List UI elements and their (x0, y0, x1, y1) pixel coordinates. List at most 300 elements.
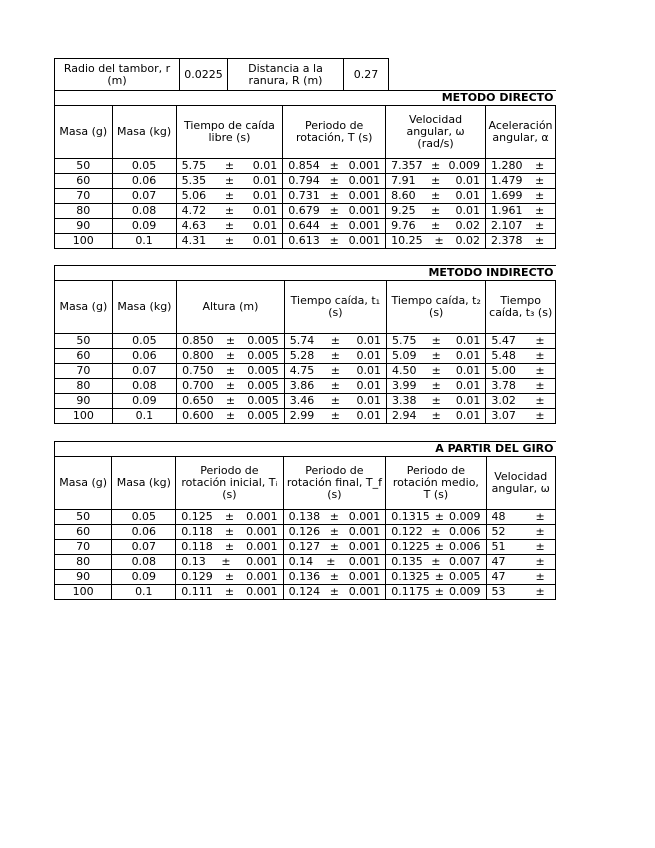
uncertainty: 0.001 (246, 540, 278, 553)
value: 4.31 (181, 234, 207, 247)
value-with-uncertainty-clipped (486, 379, 556, 394)
value: 0.850 (182, 334, 214, 347)
cell: 0.08 (112, 204, 176, 219)
value-with-uncertainty (284, 379, 386, 394)
uncertainty: 0.005 (247, 394, 279, 407)
table-row (55, 334, 556, 349)
plus-minus-symbol: ± (430, 219, 441, 232)
value-with-uncertainty (176, 159, 283, 174)
plus-minus-symbol: ± (326, 555, 336, 568)
plus-minus-symbol: ± (430, 189, 441, 202)
plus-minus-symbol: ± (535, 234, 545, 247)
value: 0.124 (288, 585, 321, 598)
cell: 80 (55, 379, 113, 394)
value: 5.48 (491, 349, 516, 362)
uncertainty: 0.01 (455, 409, 481, 422)
value: 0.644 (288, 219, 320, 232)
value-with-uncertainty (284, 334, 386, 349)
value: 0.122 (391, 525, 423, 538)
table-row (55, 174, 556, 189)
value-with-uncertainty (283, 585, 386, 600)
uncertainty: 0.006 (449, 540, 481, 553)
value-with-uncertainty (387, 394, 486, 409)
uncertainty: 0.01 (252, 189, 278, 202)
value-with-uncertainty (177, 379, 285, 394)
value-with-uncertainty (283, 204, 386, 219)
plus-minus-symbol: ± (535, 174, 545, 187)
value: 0.135 (391, 555, 423, 568)
value-with-uncertainty (386, 510, 486, 525)
value: 0.13 (181, 555, 206, 568)
plus-minus-symbol: ± (430, 174, 441, 187)
cell: 0.06 (112, 174, 176, 189)
plus-minus-symbol: ± (535, 394, 545, 407)
cell: 100 (55, 585, 112, 600)
value: 0.800 (182, 349, 214, 362)
value-with-uncertainty (177, 409, 285, 424)
value-with-uncertainty-clipped (486, 204, 556, 219)
plus-minus-symbol: ± (224, 219, 235, 232)
value-with-uncertainty (176, 234, 283, 249)
uncertainty: 0.01 (455, 334, 481, 347)
plus-minus-symbol: ± (225, 349, 236, 362)
value-with-uncertainty (283, 555, 386, 570)
value: 0.650 (182, 394, 214, 407)
value-with-uncertainty (387, 349, 486, 364)
plus-minus-symbol: ± (431, 555, 441, 568)
uncertainty: 0.005 (247, 379, 279, 392)
value: 0.854 (288, 159, 320, 172)
value-with-uncertainty (176, 189, 283, 204)
value: 0.129 (181, 570, 213, 583)
value: 3.86 (289, 379, 315, 392)
value-with-uncertainty (386, 570, 486, 585)
col-header: Masa (g) (55, 106, 113, 159)
plus-minus-symbol: ± (224, 525, 235, 538)
parameters-table (54, 58, 389, 91)
value-with-uncertainty (177, 394, 285, 409)
value: 5.28 (289, 349, 315, 362)
value: 0.127 (288, 540, 321, 553)
cell: 0.05 (112, 510, 176, 525)
col-header: Masa (kg) (112, 281, 176, 334)
plus-minus-symbol: ± (535, 189, 545, 202)
col-header: Tiempo caída, t₁ (s) (284, 281, 386, 334)
table-row (55, 510, 556, 525)
uncertainty: 0.009 (448, 159, 481, 172)
plus-minus-symbol: ± (535, 349, 545, 362)
uncertainty: 0.005 (247, 334, 279, 347)
cell: 0.07 (112, 364, 176, 379)
uncertainty: 0.01 (356, 334, 381, 347)
value: 47 (491, 570, 506, 583)
uncertainty: 0.001 (246, 555, 278, 568)
table-row (55, 394, 556, 409)
value-with-uncertainty-clipped (486, 349, 556, 364)
plus-minus-symbol: ± (431, 379, 441, 392)
table-row (55, 364, 556, 379)
cell: 0.07 (112, 189, 176, 204)
value: 5.75 (392, 334, 417, 347)
plus-minus-symbol: ± (535, 555, 545, 568)
value-with-uncertainty (386, 540, 486, 555)
plus-minus-symbol: ± (329, 189, 339, 202)
value: 2.107 (491, 219, 523, 232)
value-with-uncertainty (386, 585, 486, 600)
plus-minus-symbol: ± (329, 510, 340, 523)
table-row (55, 409, 556, 424)
value-with-uncertainty-clipped (486, 570, 555, 585)
cell: 100 (55, 234, 113, 249)
plus-minus-symbol: ± (329, 540, 340, 553)
value-with-uncertainty-clipped (486, 585, 555, 600)
cell: 70 (55, 540, 112, 555)
value-with-uncertainty (283, 510, 386, 525)
uncertainty: 0.01 (356, 364, 381, 377)
value: 3.78 (491, 379, 516, 392)
plus-minus-symbol: ± (430, 159, 441, 172)
value: 0.1315 (391, 510, 430, 523)
plus-minus-symbol: ± (434, 585, 444, 598)
table-row (55, 349, 556, 364)
cell: 50 (55, 159, 113, 174)
plus-minus-symbol: ± (329, 159, 339, 172)
value-with-uncertainty-clipped (486, 219, 556, 234)
value-with-uncertainty (283, 570, 386, 585)
value: 5.09 (392, 349, 417, 362)
value: 10.25 (391, 234, 423, 247)
value: 1.699 (491, 189, 523, 202)
plus-minus-symbol: ± (225, 394, 236, 407)
value: 0.700 (182, 379, 214, 392)
table-row (55, 189, 556, 204)
radio-value: 0.0225 (180, 59, 228, 91)
plus-minus-symbol: ± (535, 219, 545, 232)
plus-minus-symbol: ± (330, 394, 340, 407)
cell: 0.09 (112, 570, 176, 585)
plus-minus-symbol: ± (431, 349, 441, 362)
uncertainty: 0.001 (348, 204, 381, 217)
cell: 0.06 (112, 349, 176, 364)
value: 5.74 (289, 334, 315, 347)
plus-minus-symbol: ± (535, 540, 545, 553)
distance-label: Distancia a la ranura, R (m) (228, 59, 344, 91)
value: 1.479 (491, 174, 523, 187)
plus-minus-symbol: ± (224, 159, 235, 172)
plus-minus-symbol: ± (330, 379, 340, 392)
uncertainty: 0.02 (455, 234, 481, 247)
value: 0.111 (181, 585, 213, 598)
value-with-uncertainty (284, 409, 386, 424)
uncertainty: 0.001 (348, 174, 381, 187)
uncertainty: 0.01 (252, 174, 278, 187)
value: 0.731 (288, 189, 320, 202)
value-with-uncertainty (387, 409, 486, 424)
col-header: Tiempo caída, t₂ (s) (387, 281, 486, 334)
plus-minus-symbol: ± (224, 189, 235, 202)
value: 3.38 (392, 394, 417, 407)
table-row (55, 540, 556, 555)
value-with-uncertainty (177, 349, 285, 364)
value-with-uncertainty (283, 540, 386, 555)
plus-minus-symbol: ± (431, 334, 441, 347)
uncertainty: 0.001 (348, 510, 381, 523)
table-row (55, 204, 556, 219)
value-with-uncertainty (283, 189, 386, 204)
plus-minus-symbol: ± (431, 394, 441, 407)
plus-minus-symbol: ± (329, 219, 339, 232)
value-with-uncertainty-clipped (486, 540, 555, 555)
uncertainty: 0.001 (348, 570, 381, 583)
col-header: Periodo de rotación medio, T (s) (386, 457, 486, 510)
distance-value: 0.27 (344, 59, 389, 91)
uncertainty: 0.01 (455, 349, 481, 362)
uncertainty: 0.001 (246, 525, 278, 538)
plus-minus-symbol: ± (224, 204, 235, 217)
value-with-uncertainty-clipped (486, 364, 556, 379)
cell: 70 (55, 189, 113, 204)
cell: 80 (55, 204, 113, 219)
cell: 0.08 (112, 555, 176, 570)
value: 2.99 (289, 409, 315, 422)
plus-minus-symbol: ± (224, 510, 235, 523)
table-row (55, 379, 556, 394)
value-with-uncertainty (386, 555, 486, 570)
value: 4.50 (392, 364, 417, 377)
cell: 0.05 (112, 159, 176, 174)
value: 5.35 (181, 174, 207, 187)
uncertainty: 0.01 (356, 394, 381, 407)
value: 5.47 (491, 334, 516, 347)
uncertainty: 0.009 (449, 585, 481, 598)
uncertainty: 0.01 (455, 394, 481, 407)
plus-minus-symbol: ± (224, 570, 235, 583)
uncertainty: 0.01 (356, 349, 381, 362)
value-with-uncertainty (177, 364, 285, 379)
value: 5.00 (491, 364, 516, 377)
uncertainty: 0.001 (348, 525, 381, 538)
value: 4.72 (181, 204, 207, 217)
table-row (55, 159, 556, 174)
value-with-uncertainty (387, 379, 486, 394)
value-with-uncertainty (386, 204, 486, 219)
cell: 0.06 (112, 525, 176, 540)
value-with-uncertainty-clipped (486, 334, 556, 349)
plus-minus-symbol: ± (431, 525, 441, 538)
uncertainty: 0.005 (247, 409, 279, 422)
col-header: Velocidad angular, ω (rad/s) (386, 106, 486, 159)
value-with-uncertainty-clipped (486, 409, 556, 424)
value: 2.378 (491, 234, 523, 247)
value-with-uncertainty (386, 234, 486, 249)
value: 5.75 (181, 159, 207, 172)
uncertainty: 0.005 (449, 570, 481, 583)
plus-minus-symbol: ± (224, 540, 235, 553)
uncertainty: 0.001 (348, 159, 381, 172)
col-header: Tiempo caída, t₃ (s) (486, 281, 556, 334)
plus-minus-symbol: ± (330, 364, 340, 377)
plus-minus-symbol: ± (431, 364, 441, 377)
uncertainty: 0.007 (449, 555, 481, 568)
table-row (55, 234, 556, 249)
value-with-uncertainty (283, 234, 386, 249)
value: 3.07 (491, 409, 516, 422)
cell: 0.1 (112, 234, 176, 249)
value: 0.136 (288, 570, 321, 583)
value-with-uncertainty (176, 219, 283, 234)
cell: 100 (55, 409, 113, 424)
value-with-uncertainty-clipped (486, 525, 555, 540)
value: 0.1175 (391, 585, 430, 598)
plus-minus-symbol: ± (535, 334, 545, 347)
plus-minus-symbol: ± (430, 204, 441, 217)
col-header: Periodo de rotación, T (s) (283, 106, 386, 159)
radio-label: Radio del tambor, r (m) (55, 59, 180, 91)
cell: 0.1 (112, 409, 176, 424)
value-with-uncertainty (283, 219, 386, 234)
value: 3.99 (392, 379, 417, 392)
cell: 60 (55, 525, 112, 540)
value-with-uncertainty-clipped (486, 394, 556, 409)
value: 5.06 (181, 189, 207, 202)
cell: 80 (55, 555, 112, 570)
uncertainty: 0.006 (449, 525, 481, 538)
table-row (55, 219, 556, 234)
col-header: Velocidad angular, ω (486, 457, 555, 510)
plus-minus-symbol: ± (329, 525, 340, 538)
value-with-uncertainty (283, 174, 386, 189)
value-with-uncertainty (386, 525, 486, 540)
value: 1.961 (491, 204, 523, 217)
plus-minus-symbol: ± (535, 570, 545, 583)
value: 0.613 (288, 234, 320, 247)
plus-minus-symbol: ± (225, 334, 236, 347)
cell: 0.05 (112, 334, 176, 349)
value: 0.1325 (391, 570, 430, 583)
cell: 70 (55, 364, 113, 379)
col-header: Masa (kg) (112, 457, 176, 510)
plus-minus-symbol: ± (224, 234, 235, 247)
uncertainty: 0.001 (348, 219, 381, 232)
plus-minus-symbol: ± (434, 540, 444, 553)
value: 0.794 (288, 174, 320, 187)
value: 1.280 (491, 159, 523, 172)
value-with-uncertainty-clipped (486, 510, 555, 525)
plus-minus-symbol: ± (434, 510, 444, 523)
plus-minus-symbol: ± (330, 334, 340, 347)
value: 7.357 (391, 159, 423, 172)
value: 0.14 (288, 555, 314, 568)
col-header: Periodo de rotación inicial, Tᵢ (s) (176, 457, 283, 510)
value-with-uncertainty-clipped (486, 174, 556, 189)
value: 0.118 (181, 540, 213, 553)
plus-minus-symbol: ± (330, 349, 340, 362)
cell: 60 (55, 349, 113, 364)
uncertainty: 0.01 (252, 159, 278, 172)
value: 4.75 (289, 364, 315, 377)
uncertainty: 0.02 (455, 219, 481, 232)
uncertainty: 0.01 (252, 234, 278, 247)
cell: 0.09 (112, 219, 176, 234)
plus-minus-symbol: ± (330, 409, 340, 422)
value: 9.25 (391, 204, 416, 217)
table-row (55, 570, 556, 585)
value: 0.1225 (391, 540, 430, 553)
plus-minus-symbol: ± (329, 570, 340, 583)
uncertainty: 0.01 (356, 409, 381, 422)
value-with-uncertainty-clipped (486, 234, 556, 249)
value-with-uncertainty (176, 585, 283, 600)
plus-minus-symbol: ± (434, 570, 444, 583)
plus-minus-symbol: ± (431, 409, 441, 422)
col-header: Tiempo de caída libre (s) (176, 106, 283, 159)
value-with-uncertainty (386, 159, 486, 174)
plus-minus-symbol: ± (535, 510, 545, 523)
value: 0.138 (288, 510, 321, 523)
value-with-uncertainty (176, 540, 283, 555)
cell: 0.08 (112, 379, 176, 394)
uncertainty: 0.01 (455, 379, 481, 392)
col-header: Masa (kg) (112, 106, 176, 159)
value: 2.94 (392, 409, 417, 422)
uncertainty: 0.001 (348, 189, 381, 202)
cell: 0.09 (112, 394, 176, 409)
value-with-uncertainty (176, 510, 283, 525)
table-row (55, 585, 556, 600)
plus-minus-symbol: ± (224, 174, 235, 187)
table-row (55, 525, 556, 540)
plus-minus-symbol: ± (329, 174, 339, 187)
uncertainty: 0.001 (348, 540, 381, 553)
value: 3.02 (491, 394, 516, 407)
uncertainty: 0.005 (247, 349, 279, 362)
plus-minus-symbol: ± (434, 234, 444, 247)
uncertainty: 0.01 (455, 174, 481, 187)
value-with-uncertainty-clipped (486, 159, 556, 174)
value: 8.60 (391, 189, 416, 202)
value: 0.750 (182, 364, 214, 377)
cell: 50 (55, 510, 112, 525)
uncertainty: 0.001 (246, 570, 278, 583)
plus-minus-symbol: ± (535, 409, 545, 422)
value: 47 (491, 555, 506, 568)
uncertainty: 0.01 (252, 219, 278, 232)
col-header: Aceleración angular, α (486, 106, 556, 159)
value-with-uncertainty (284, 364, 386, 379)
value-with-uncertainty (176, 570, 283, 585)
metodo-directo-table (54, 90, 556, 249)
section-title: A PARTIR DEL GIRO (55, 442, 556, 457)
uncertainty: 0.01 (455, 204, 481, 217)
col-header: Masa (g) (55, 457, 112, 510)
value: 0.118 (181, 525, 213, 538)
col-header: Masa (g) (55, 281, 113, 334)
uncertainty: 0.001 (246, 510, 278, 523)
uncertainty: 0.001 (246, 585, 278, 598)
value-with-uncertainty (177, 334, 285, 349)
value: 48 (491, 510, 506, 523)
uncertainty: 0.01 (356, 379, 381, 392)
value-with-uncertainty (176, 555, 283, 570)
col-header: Altura (m) (177, 281, 285, 334)
value-with-uncertainty (283, 159, 386, 174)
uncertainty: 0.005 (247, 364, 279, 377)
value-with-uncertainty (176, 525, 283, 540)
value: 7.91 (391, 174, 416, 187)
value: 0.126 (288, 525, 321, 538)
metodo-indirecto-table (54, 265, 556, 424)
plus-minus-symbol: ± (535, 525, 545, 538)
